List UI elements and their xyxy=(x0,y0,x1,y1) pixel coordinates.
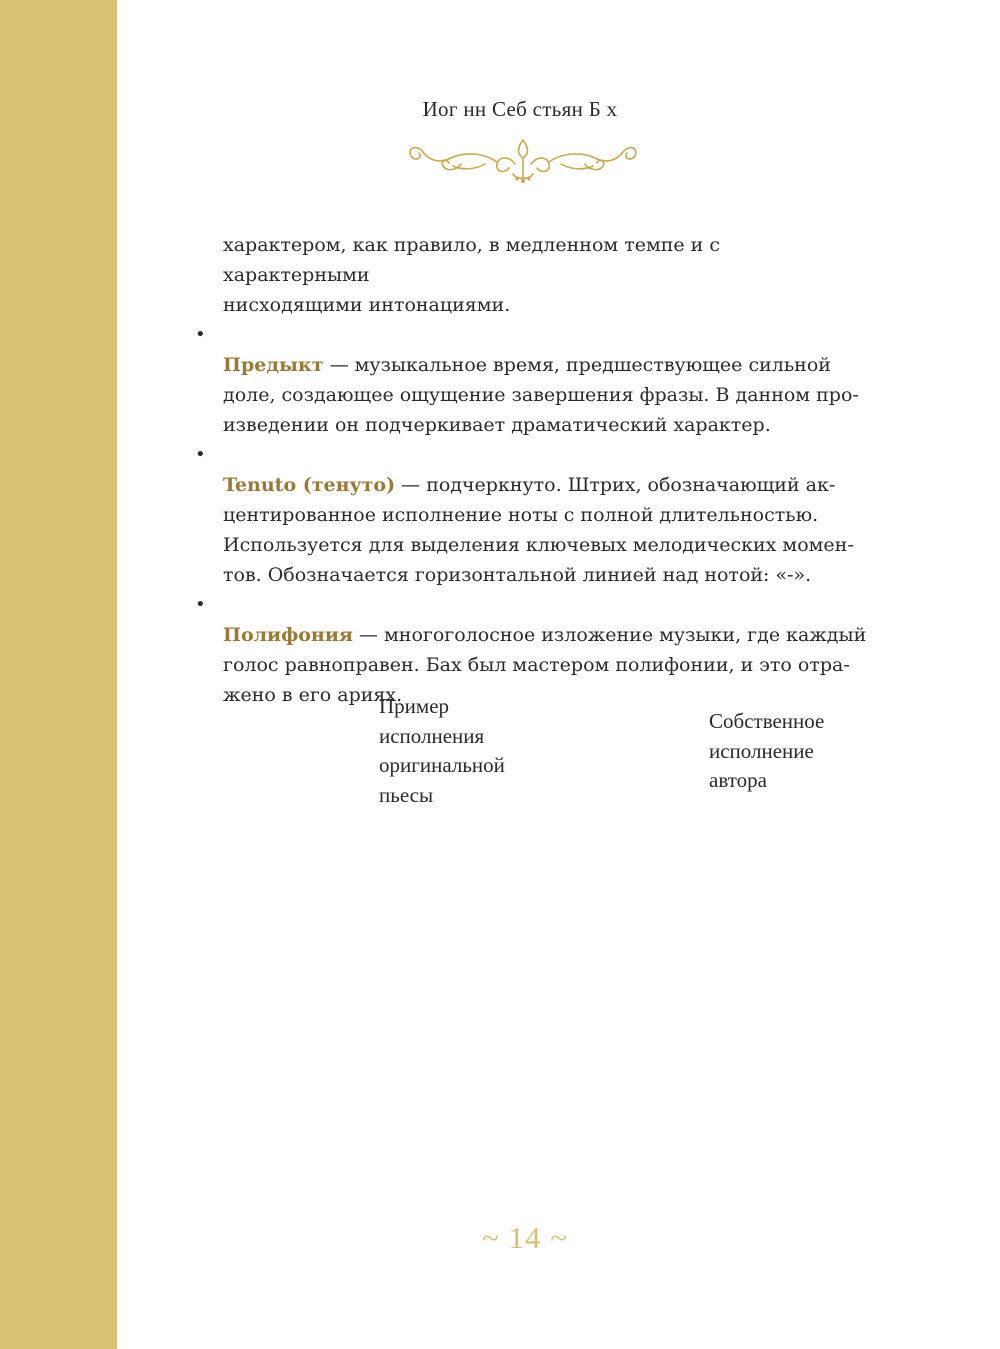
bullet-icon: • xyxy=(195,324,206,345)
list-item-predykt xyxy=(190,320,870,440)
original-performance-caption: Пример исполнения оригинальной пьесы xyxy=(379,694,505,807)
definition-predykt: — музыкальное время, предшествующее сильной доле, создающее ощущение завершения фразы. В данном про- изведении он подчеркивает драматический характер. xyxy=(223,354,859,436)
term-tenuto: Tenuto (тенуто) xyxy=(223,474,396,496)
page-number: ~ 14 ~ xyxy=(481,1220,569,1255)
ornament-flourish-icon xyxy=(405,134,641,184)
author-performance-caption: Собственное исполнение автора xyxy=(709,709,825,792)
definition-polyphony: — многоголосное изложение музыки, где каждый голос равноправен. Бах был мастером полифонии, и это отра- жено в его ариях. xyxy=(223,624,867,706)
side-color-bar xyxy=(0,0,117,1349)
term-polyphony: Полифония xyxy=(223,624,353,646)
bullet-icon: • xyxy=(195,594,206,615)
bullet-icon: • xyxy=(195,444,206,465)
term-predykt: Предыкт xyxy=(223,354,324,376)
list-item-tenuto xyxy=(190,440,870,590)
body-text xyxy=(190,230,870,710)
continuation-paragraph: характером, как правило, в медленном темпе и с характерными нисходящими интонациями. xyxy=(223,234,721,316)
running-head: Иог нн Себ стьян Б х xyxy=(422,97,618,121)
definition-tenuto: — подчеркнуто. Штрих, обозначающий ак- центированное исполнение ноты с полной длительностью. Используется для выделения ключевых мелодических момен- тов. Обозначается горизонтальной линией над нотой: «-». xyxy=(223,474,854,586)
